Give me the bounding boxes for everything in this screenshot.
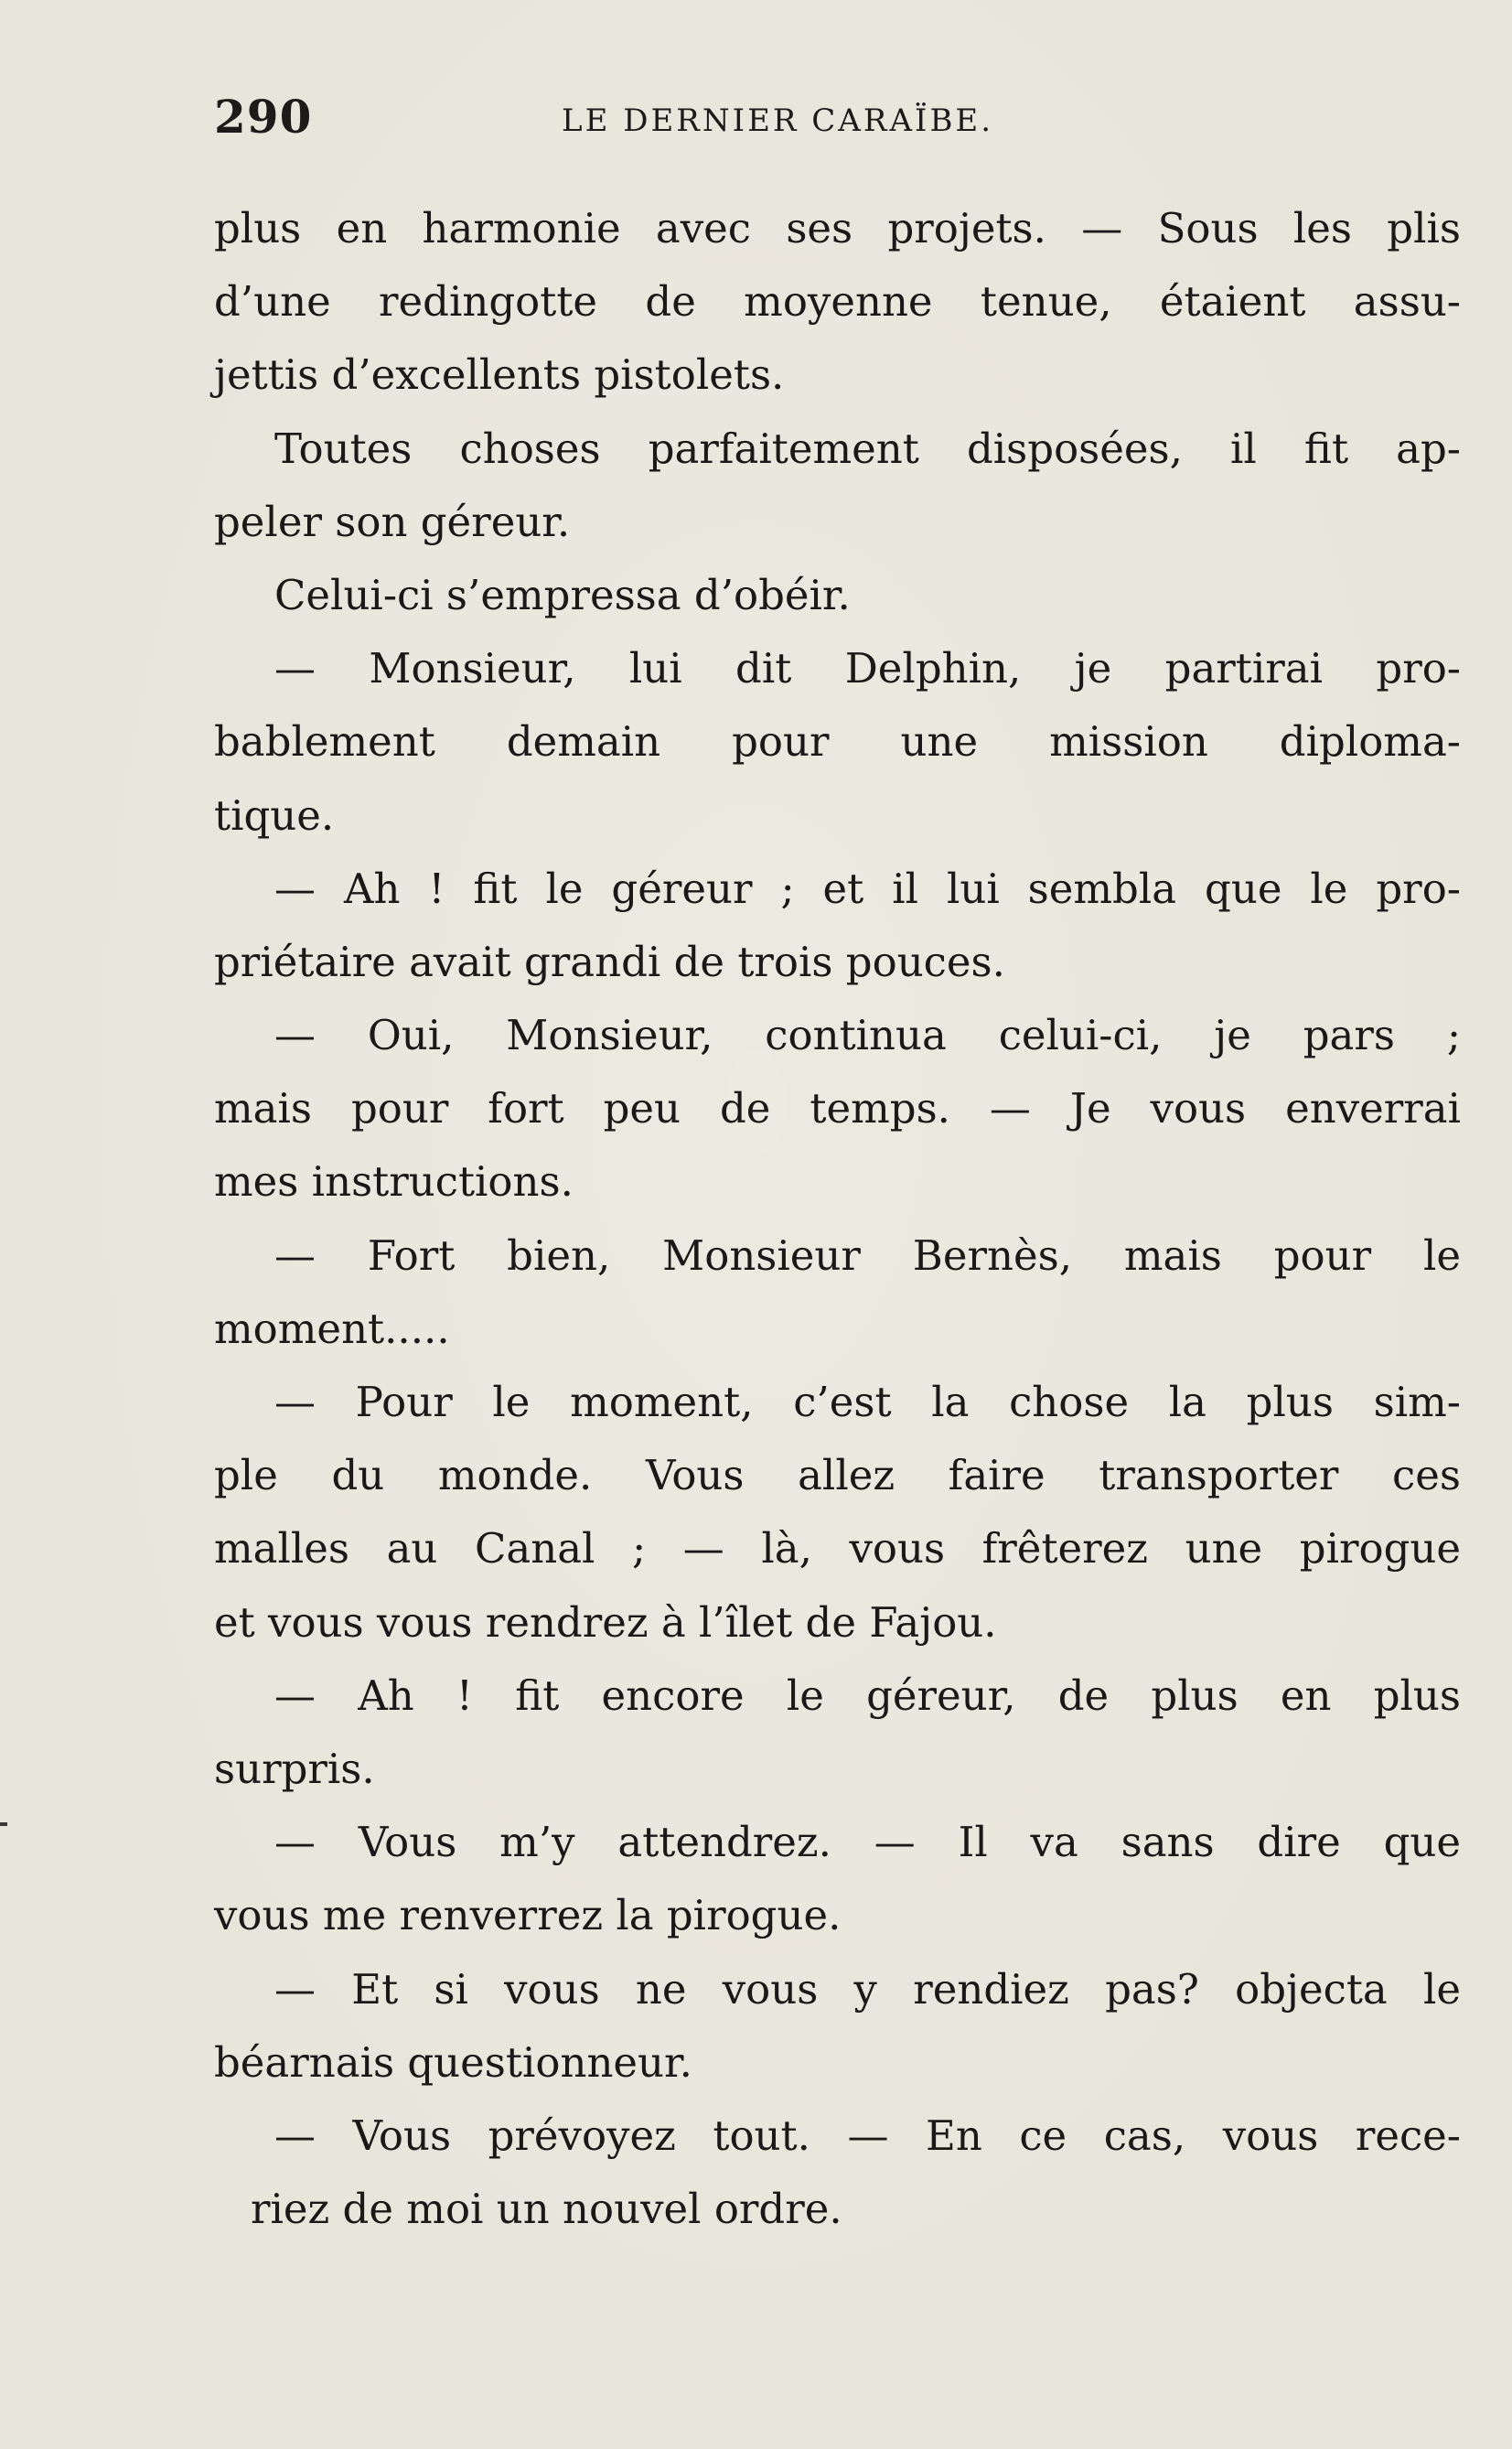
page-number: 290 bbox=[214, 90, 313, 144]
text-line: — Vous prévoyez tout. — En ce cas, vous rece- bbox=[274, 2111, 1461, 2160]
text-line: Toutes choses parfaitement disposées, il fit ap- bbox=[274, 424, 1461, 473]
text-line: jettis d’excellents pistolets. bbox=[214, 350, 785, 400]
text-line: — Oui, Monsieur, continua celui-ci, je pars ; bbox=[274, 1011, 1461, 1060]
running-title: LE DERNIER CARAÏBE. bbox=[562, 102, 994, 139]
text-line: — Ah ! fit encore le géreur, de plus en plus bbox=[274, 1670, 1461, 1720]
text-line: riez de moi un nouvel ordre. bbox=[251, 2185, 842, 2234]
margin-speck bbox=[0, 1822, 7, 1826]
text-line: surpris. bbox=[214, 1744, 375, 1793]
text-line: mais pour fort peu de temps. — Je vous enverrai bbox=[214, 1084, 1461, 1133]
text-line: béarnais questionneur. bbox=[214, 2037, 692, 2087]
text-line: — Et si vous ne vous y rendiez pas? objecta le bbox=[274, 1964, 1461, 2014]
text-line: ple du monde. Vous allez faire transporter ces bbox=[214, 1451, 1461, 1500]
text-line: — Ah ! fit le géreur ; et il lui sembla que le pro- bbox=[274, 864, 1461, 913]
text-line: moment..... bbox=[214, 1304, 450, 1353]
text-line: — Pour le moment, c’est la chose la plus sim- bbox=[274, 1378, 1461, 1426]
text-line: d’une redingotte de moyenne tenue, étaient assu- bbox=[214, 277, 1461, 327]
text-line: plus en harmonie avec ses projets. — Sous les plis bbox=[214, 204, 1461, 252]
text-line: — Monsieur, lui dit Delphin, je partirai pro- bbox=[274, 644, 1461, 693]
text-line: malles au Canal ; — là, vous frêterez une pirogue bbox=[214, 1524, 1461, 1574]
text-line: vous me renverrez la pirogue. bbox=[214, 1891, 842, 1940]
page-header bbox=[214, 90, 1476, 154]
text-line: priétaire avait grandi de trois pouces. bbox=[214, 937, 1005, 986]
text-line: peler son géreur. bbox=[214, 497, 571, 546]
text-line: mes instructions. bbox=[214, 1157, 574, 1207]
text-line: Celui-ci s’empressa d’obéir. bbox=[274, 570, 851, 619]
text-line: — Vous m’y attendrez. — Il va sans dire que bbox=[274, 1818, 1461, 1867]
text-line: — Fort bien, Monsieur Bernès, mais pour le bbox=[274, 1230, 1461, 1280]
body-text bbox=[214, 192, 1461, 2246]
text-line: bablement demain pour une mission diploma- bbox=[214, 717, 1461, 767]
text-line: et vous vous rendrez à l’îlet de Fajou. bbox=[214, 1597, 997, 1647]
text-line: tique. bbox=[214, 790, 335, 840]
